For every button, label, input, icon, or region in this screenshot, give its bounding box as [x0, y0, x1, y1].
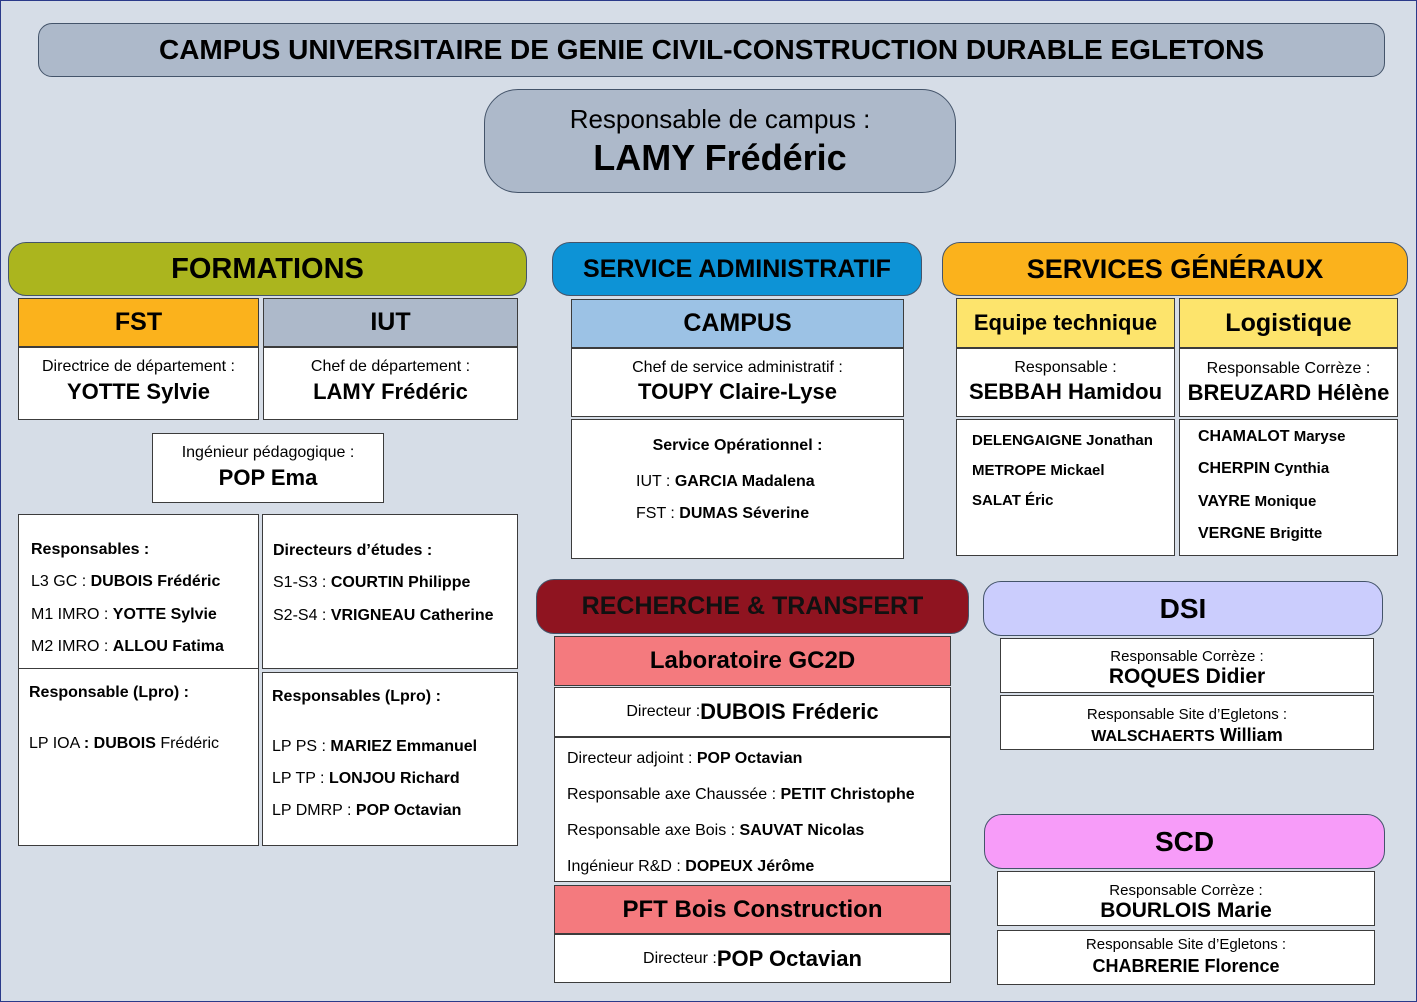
list-item: Ingénieur R&D : DOPEUX Jérôme	[567, 858, 815, 875]
campus-head-name: LAMY Frédéric	[593, 136, 847, 178]
list-item: FST : DUMAS Séverine	[636, 505, 810, 522]
pft-director-label: Directeur :	[643, 949, 717, 967]
lab-header	[554, 636, 951, 686]
formations-header	[8, 242, 527, 296]
list-item: M1 IMRO : YOTTE Sylvie	[31, 606, 217, 623]
fst-responsables-title: Responsables :	[31, 541, 150, 558]
list-item: VERGNE Brigitte	[1198, 525, 1323, 542]
pft-director-name: POP Octavian	[716, 945, 862, 971]
lab-director-label: Directeur :	[626, 703, 701, 720]
admin-title: SERVICE ADMINISTRATIF	[583, 254, 891, 283]
equipe-header	[956, 298, 1175, 348]
scd-header	[984, 814, 1385, 869]
list-item: IUT : GARCIA Madalena	[636, 473, 815, 490]
dsi-header	[983, 581, 1383, 636]
list-item: L3 GC : DUBOIS Frédéric	[31, 573, 221, 590]
list-item: CHAMALOT Maryse	[1198, 428, 1346, 445]
pft-header	[554, 885, 951, 934]
fst-title: FST	[114, 308, 163, 336]
generaux-title: SERVICES GÉNÉRAUX	[1026, 253, 1324, 284]
logistique-resp-box	[1179, 348, 1398, 417]
logistique-title: Logistique	[1225, 308, 1352, 337]
fst-lpro-title: Responsable (Lpro) :	[29, 684, 190, 701]
iut-director-name: LAMY Frédéric	[313, 379, 468, 404]
ingenieur-name: POP Ema	[218, 465, 318, 490]
scd-resp2-name: CHABRERIE Florence	[1092, 956, 1280, 976]
equipe-resp-name: SEBBAH Hamidou	[968, 379, 1163, 404]
dsi-title: DSI	[1159, 592, 1207, 624]
formations-title: FORMATIONS	[171, 252, 364, 285]
list-item: Directeur adjoint : POP Octavian	[567, 750, 803, 767]
equipe-resp-box	[956, 348, 1175, 417]
fst-responsables-box	[18, 514, 259, 669]
ingenieur-box	[152, 433, 384, 503]
equipe-resp-label: Responsable :	[1014, 359, 1117, 376]
list-item: DELENGAIGNE Jonathan	[972, 432, 1153, 449]
dsi-resp2-label: Responsable Site d’Egletons :	[1086, 706, 1288, 723]
lab-title: Laboratoire GC2D	[649, 647, 856, 674]
list-item: LP PS : MARIEZ Emmanuel	[272, 738, 478, 755]
fst-director-name: YOTTE Sylvie	[66, 379, 211, 404]
dsi-resp1-box	[1000, 638, 1374, 693]
iut-lpro-title: Responsables (Lpro) :	[272, 688, 441, 705]
ingenieur-label: Ingénieur pédagogique :	[181, 444, 355, 461]
list-item: LP TP : LONJOU Richard	[272, 770, 460, 787]
list-item: S1-S3 : COURTIN Philippe	[273, 574, 471, 591]
generaux-header	[942, 242, 1408, 296]
iut-directeurs-box	[262, 514, 518, 669]
fst-director-box	[18, 347, 259, 420]
scd-resp1-name: BOURLOIS Marie	[1100, 899, 1272, 922]
scd-resp2-box	[997, 930, 1375, 985]
admin-chef-box	[571, 348, 904, 417]
iut-director-label: Chef de département :	[310, 358, 471, 375]
campus-head	[484, 89, 956, 193]
list-item: M2 IMRO : ALLOU Fatima	[31, 638, 224, 655]
recherche-header	[536, 579, 969, 634]
fst-director-label: Directrice de département :	[42, 358, 235, 375]
iut-director-box	[263, 347, 518, 420]
logistique-resp-label: Responsable Corrèze :	[1206, 360, 1371, 377]
list-item: SALAT Éric	[972, 492, 1054, 509]
equipe-members-box	[956, 419, 1175, 556]
recherche-title: RECHERCHE & TRANSFERT	[581, 592, 924, 620]
list-item: METROPE Mickael	[972, 462, 1105, 479]
dsi-resp1-label: Responsable Corrèze :	[1110, 648, 1264, 665]
admin-chef-label: Chef de service administratif :	[632, 359, 843, 376]
list-item: CHERPIN Cynthia	[1198, 460, 1330, 477]
admin-chef-name: TOUPY Claire-Lyse	[638, 379, 837, 404]
dsi-resp2-name: WALSCHAERTS William	[1091, 725, 1283, 745]
admin-header	[552, 242, 922, 296]
page-title	[38, 23, 1385, 77]
scd-resp2-label: Responsable Site d’Egletons :	[1085, 936, 1287, 953]
scd-resp1-label: Responsable Corrèze :	[1109, 882, 1263, 899]
lab-director-box	[554, 687, 951, 737]
fst-header	[18, 298, 259, 347]
iut-directeurs-title: Directeurs d’études :	[273, 542, 433, 559]
lab-director-name: DUBOIS Fréderic	[700, 699, 879, 724]
scd-title: SCD	[1154, 825, 1215, 857]
iut-lpro-box	[262, 672, 518, 846]
page-title-text: CAMPUS UNIVERSITAIRE DE GENIE CIVIL-CONSTRUCTION DURABLE EGLETONS	[158, 34, 1265, 65]
dsi-resp1-name: ROQUES Didier	[1108, 665, 1266, 688]
list-item: VAYRE Monique	[1198, 493, 1317, 510]
logistique-members-box	[1179, 419, 1398, 556]
logistique-header	[1179, 298, 1398, 348]
pft-director-box	[554, 934, 951, 983]
pft-title: PFT Bois Construction	[622, 895, 883, 923]
admin-campus-title: CAMPUS	[683, 309, 792, 337]
scd-resp1-box	[997, 871, 1375, 926]
lab-members-box	[554, 737, 951, 882]
list-item: LP DMRP : POP Octavian	[272, 802, 462, 819]
list-item: Responsable axe Chaussée : PETIT Christophe	[567, 786, 915, 803]
campus-head-label: Responsable de campus :	[569, 103, 871, 134]
equipe-title: Equipe technique	[973, 310, 1158, 335]
admin-campus-header	[571, 299, 904, 348]
logistique-resp-name: BREUZARD Hélène	[1187, 380, 1390, 405]
list-item: Responsable axe Bois : SAUVAT Nicolas	[567, 822, 865, 839]
list-item: LP IOA : DUBOIS Frédéric	[29, 735, 219, 752]
admin-ops-box	[571, 419, 904, 559]
admin-ops-title: Service Opérationnel :	[652, 437, 823, 454]
dsi-resp2-box	[1000, 695, 1374, 750]
fst-lpro-box	[18, 668, 259, 846]
list-item: S2-S4 : VRIGNEAU Catherine	[273, 607, 494, 624]
iut-header	[263, 298, 518, 347]
iut-title: IUT	[370, 308, 411, 336]
